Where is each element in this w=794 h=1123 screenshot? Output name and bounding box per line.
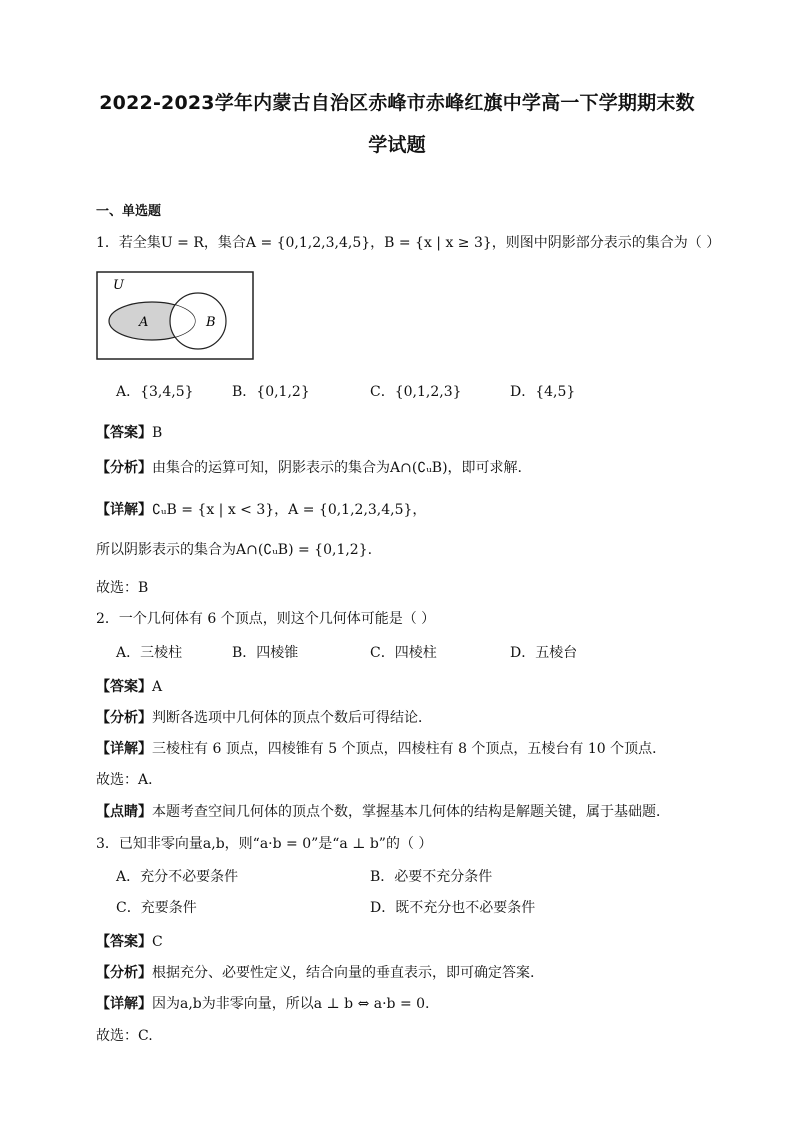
document-title-line-1: 2022-2023学年内蒙古自治区赤峰市赤峰红旗中学高一下学期期末数 — [99, 92, 695, 114]
q1-option-c: C．{0,1,2,3} — [370, 384, 462, 400]
q1-option-a: A．{3,4,5} — [116, 384, 194, 400]
venn-diagram — [96, 271, 256, 363]
q3-analysis-row — [96, 964, 534, 982]
detail-label: 【详解】 — [96, 741, 152, 757]
venn-label-u: U — [113, 278, 124, 293]
q3-option-b: B．必要不充分条件 — [370, 869, 493, 885]
q1-answer-row — [96, 424, 162, 442]
q3-detail: 因为a,b为非零向量，所以a ⊥ b ⇔ a·b = 0. — [152, 996, 430, 1012]
answer-label: 【答案】 — [96, 934, 152, 950]
q2-detail-row — [96, 740, 666, 758]
detail-label: 【详解】 — [96, 996, 152, 1012]
q1-answer: B — [152, 425, 163, 441]
q2-analysis: 判断各选项中几何体的顶点个数后可得结论． — [152, 710, 432, 726]
q3-option-d: D．既不充分也不必要条件 — [370, 900, 536, 916]
q2-answer-row — [96, 678, 162, 696]
q3-conclusion: 故选：C. — [96, 1028, 153, 1044]
section-heading: 一、单选题 — [96, 204, 162, 219]
q3-detail-row — [96, 995, 430, 1013]
q2-option-b: B．四棱锥 — [232, 645, 299, 661]
q3-option-c: C．充要条件 — [116, 900, 197, 916]
analysis-label: 【分析】 — [96, 460, 152, 476]
q3-option-a: A．充分不必要条件 — [116, 869, 239, 885]
analysis-label: 【分析】 — [96, 710, 152, 726]
q1-option-b: B．{0,1,2} — [232, 384, 310, 400]
q1-detail-2: 所以阴影表示的集合为A∩(∁ᵤB) = {0,1,2}. — [96, 542, 373, 558]
q1-analysis-row — [96, 459, 522, 477]
q2-detail: 三棱柱有 6 顶点，四棱锥有 5 个顶点，四棱柱有 8 个顶点，五棱台有 10 个顶点． — [152, 741, 667, 757]
q1-analysis: 由集合的运算可知，阴影表示的集合为A∩(∁ᵤB)，即可求解. — [152, 460, 522, 476]
q3-answer: C — [152, 934, 163, 950]
document-title-line-2: 学试题 — [368, 134, 426, 156]
q1-detail-row — [96, 501, 426, 519]
analysis-label: 【分析】 — [96, 965, 152, 981]
answer-label: 【答案】 — [96, 679, 152, 695]
q2-stem: 2．一个几何体有 6 个顶点，则这个几何体可能是（ ） — [96, 611, 436, 627]
q2-option-d: D．五棱台 — [510, 645, 578, 661]
q2-comment: 本题考查空间几何体的顶点个数，掌握基本几何体的结构是解题关键，属于基础题． — [152, 804, 670, 820]
q2-answer: A — [152, 679, 163, 695]
comment-label: 【点睛】 — [96, 804, 152, 820]
answer-label: 【答案】 — [96, 425, 152, 441]
q1-conclusion: 故选：B — [96, 580, 149, 596]
detail-label: 【详解】 — [96, 502, 152, 518]
q1-stem: 1．若全集U = R，集合A = {0,1,2,3,4,5}，B = {x | x ≥ 3}，则图中阴影部分表示的集合为（ ） — [96, 235, 721, 251]
venn-label-a: A — [139, 315, 149, 330]
venn-label-b: B — [206, 315, 216, 330]
q2-option-c: C．四棱柱 — [370, 645, 437, 661]
q2-comment-row — [96, 803, 670, 821]
q3-answer-row — [96, 933, 163, 951]
q2-conclusion: 故选：A． — [96, 772, 163, 788]
q1-detail: ∁ᵤB = {x | x < 3}，A = {0,1,2,3,4,5}， — [152, 502, 427, 518]
q1-option-d: D．{4,5} — [510, 384, 576, 400]
q3-stem: 3．已知非零向量a,b，则“a·b = 0”是“a ⊥ b”的（ ） — [96, 836, 433, 852]
q2-analysis-row — [96, 709, 432, 727]
q3-analysis: 根据充分、必要性定义，结合向量的垂直表示，即可确定答案. — [152, 965, 535, 981]
q2-option-a: A．三棱柱 — [116, 645, 183, 661]
